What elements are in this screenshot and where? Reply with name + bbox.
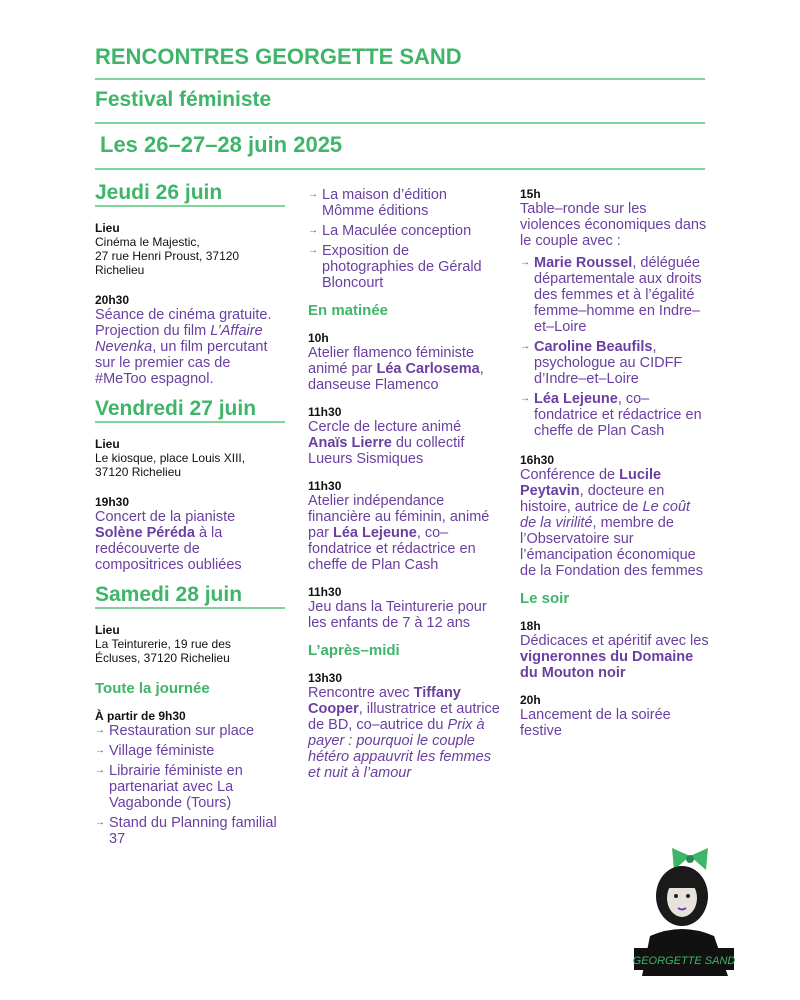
day-friday-venue: Lieu Le kiosque, place Louis XIII, 37120 Richelieu (95, 437, 246, 479)
day-saturday-venue: Lieu La Teinturerie, 19 rue des Écluses, 37120 Richelieu (95, 623, 231, 665)
georgette-sand-logo (632, 848, 742, 976)
day-friday-title: Vendredi 27 juin (95, 401, 285, 423)
event-description: Conférence de Lucile Peytavin, docteure en histoire, autrice de Le coût de la virilité, membre de l’Observatoire sur l’émancipation économique de la Fondation des femmes (520, 467, 703, 579)
morning-heading: En matinée (308, 302, 389, 319)
panel-list (520, 255, 710, 439)
list-item: → La Maculée conception (308, 223, 503, 239)
list-item: → Stand du Planning familial 37 (95, 815, 285, 847)
list-item: → Exposition de photographies de Gérald Bloncourt (308, 243, 503, 291)
festival-dates: Les 26–27–28 juin 2025 (95, 132, 705, 170)
event-description: Rencontre avec Tiffany Cooper, illustratrice et autrice de BD, co–autrice du Prix à payer : pourquoi le couple hétéro appauvrit les femmes et nuit à l’amour (308, 685, 500, 781)
list-item: → Marie Roussel, déléguée départementale aux droits des femmes et à l’égalité femme–homme en Indre–et–Loire (520, 255, 710, 335)
event-description: Séance de cinéma gratuite. Projection du film L’Affaire Nevenka, un film percutant sur le premier cas de #MeToo espagnol. (95, 307, 272, 387)
all-day-list (95, 723, 285, 847)
portrait-illustration (632, 848, 742, 976)
day-thursday-venue: Lieu Cinéma le Majestic, 27 rue Henri Proust, 37120 Richelieu (95, 221, 240, 277)
event-time: 15h (520, 187, 541, 201)
svg-text:GEORGETTE SAND: GEORGETTE SAND (632, 955, 736, 967)
list-item: → La maison d’édition Mômme éditions (308, 187, 503, 219)
event-description: Dédicaces et apéritif avec les vigneronnes du Domaine du Mouton noir (520, 633, 709, 681)
event-time: 13h30 (308, 671, 343, 685)
list-item: → Léa Lejeune, co–fondatrice et rédactrice en cheffe de Plan Cash (520, 391, 710, 439)
event-time: 10h (308, 331, 329, 345)
list-item: → Librairie féministe en partenariat avec La Vagabonde (Tours) (95, 763, 285, 811)
event-time: 11h30 (308, 585, 342, 599)
list-item: → Village féministe (95, 743, 285, 759)
list-item: → Restauration sur place (95, 723, 285, 739)
column-2 (308, 187, 503, 793)
festival-title: RENCONTRES GEORGETTE SAND (95, 44, 705, 80)
event-time: 19h30 (95, 495, 130, 509)
event-time: 18h (520, 619, 541, 633)
event-description: Atelier flamenco féministe animé par Léa Carlosema, danseuse Flamenco (308, 345, 484, 393)
event-description: Table–ronde sur les violences économiques dans le couple avec : (520, 201, 707, 249)
all-day-list-continued (308, 187, 503, 291)
event-time: 11h30 (308, 405, 342, 419)
event-time: 20h (520, 693, 541, 707)
column-1 (95, 181, 285, 855)
column-3 (520, 187, 710, 751)
afternoon-heading: L’après–midi (308, 642, 400, 659)
festival-subtitle: Festival féministe (95, 88, 705, 124)
all-day-heading: Toute la journée (95, 680, 210, 697)
evening-heading: Le soir (520, 590, 570, 607)
event-time: 20h30 (95, 293, 130, 307)
header (95, 44, 705, 170)
event-time: 16h30 (520, 453, 555, 467)
event-description: Atelier indépendance financière au féminin, animé par Léa Lejeune, co–fondatrice et rédactrice en cheffe de Plan Cash (308, 493, 490, 573)
event-time: 11h30 (308, 479, 342, 493)
event-description: Jeu dans la Teinturerie pour les enfants de 7 à 12 ans (308, 599, 487, 631)
day-thursday-title: Jeudi 26 juin (95, 185, 285, 207)
event-description: Lancement de la soirée festive (520, 707, 671, 739)
event-description: Concert de la pianiste Solène Péréda à la redécouverte de compositrices oubliées (95, 509, 242, 573)
event-description: Cercle de lecture animé Anaïs Lierre du collectif Lueurs Sismiques (308, 419, 465, 467)
list-item: → Caroline Beaufils, psychologue au CIDFF d’Indre–et–Loire (520, 339, 710, 387)
day-saturday-title: Samedi 28 juin (95, 587, 285, 609)
event-time: À partir de 9h30 (95, 709, 186, 723)
